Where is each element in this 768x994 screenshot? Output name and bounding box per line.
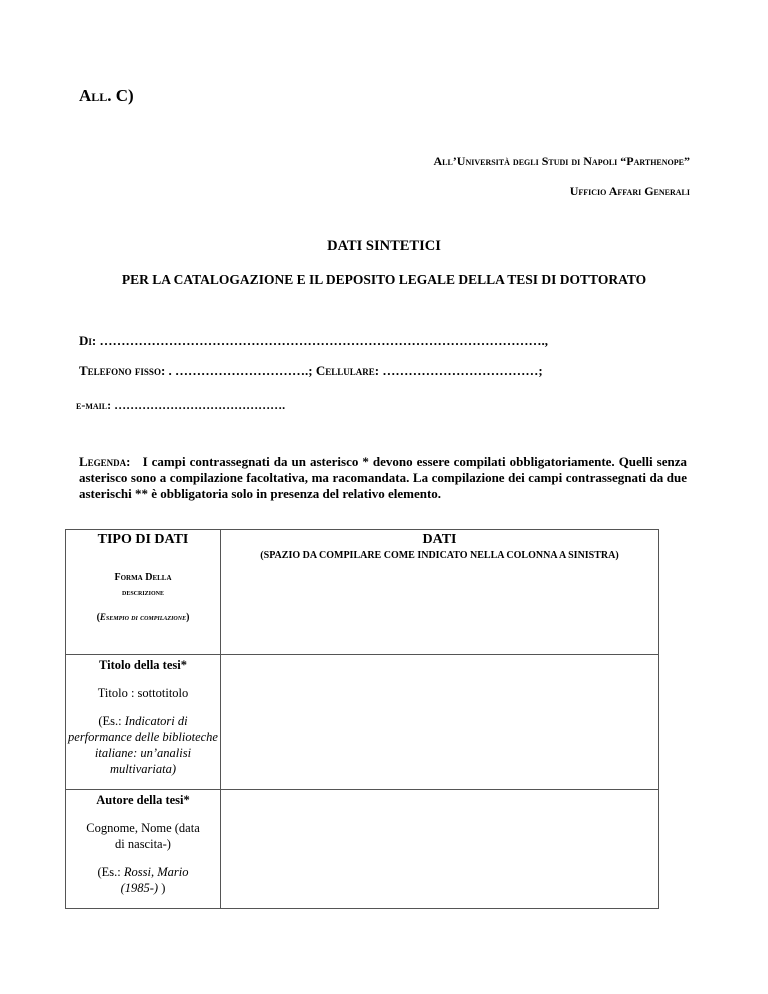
autore-label: Autore della tesi* [96,793,190,807]
legenda-paragraph [79,454,687,502]
col1-header: TIPO DI DATI [97,532,189,547]
page-subtitle: PER LA CATALOGAZIONE E IL DEPOSITO LEGALE DELLA TESI DI DOTTORATO [121,272,647,287]
email-field[interactable] [76,398,285,413]
recipient-university: All’Università degli Studi di Napoli “Parthenope” [433,154,690,168]
titolo-example: (Es.: Indicatori di performance delle biblioteche italiane: un’analisi multivariata) [68,714,218,776]
table-row [66,790,659,909]
data-table [65,529,659,909]
table-header-row [66,530,659,655]
legenda-label: Legenda: [79,454,131,469]
col1-header-cell [66,530,221,655]
telefono-label: Telefono fisso: [79,363,166,378]
autore-input-cell[interactable] [221,790,659,909]
titolo-label: Titolo della tesi* [99,658,187,672]
row-title-cell [66,655,221,790]
allegato-label: All. C) [79,86,134,105]
cellulare-dots: ………………………………; [379,363,543,378]
legenda-text: I campi contrassegnati da un asterisco * devono essere compilati obbligatoriamente. Quelli senza asterisco sono a compilazione facoltativa, ma racomandata. La compilazione dei campi contrassegnati da due asterischi ** è obbligatoria solo in presenza del relativo elemento. [79,454,687,501]
email-dots: ……………………………………. [111,398,286,412]
col1-sub1: Forma Della [114,572,172,583]
di-dots: …………………………………………………………………………………………., [96,333,548,348]
col2-subheader: (SPAZIO DA COMPILARE COME INDICATO NELLA COLONNA A SINISTRA) [260,550,619,561]
cellulare-label: Cellulare: [315,363,380,378]
recipient-office: Ufficio Affari Generali [569,184,690,198]
titolo-format: Titolo : sottotitolo [97,686,189,700]
di-label: Di: [79,333,97,348]
titolo-input-cell[interactable] [221,655,659,790]
di-field[interactable] [79,333,548,349]
col1-sub3: (Esempio di compilazione) [96,612,190,623]
phone-field[interactable] [79,363,543,379]
table-row [66,655,659,790]
col2-header-cell [221,530,659,655]
col1-sub2: descrizione [121,587,164,597]
autore-format: Cognome, Nome (data di nascita-) [86,821,200,851]
page-title: DATI SINTETICI [327,238,441,254]
telefono-dots: . ………………………….; [165,363,313,378]
autore-example: (Es.: Rossi, Mario (1985-) ) [97,865,189,895]
col2-header: DATI [422,532,457,547]
email-label: e-mail: [76,398,112,412]
row-author-cell [66,790,221,909]
